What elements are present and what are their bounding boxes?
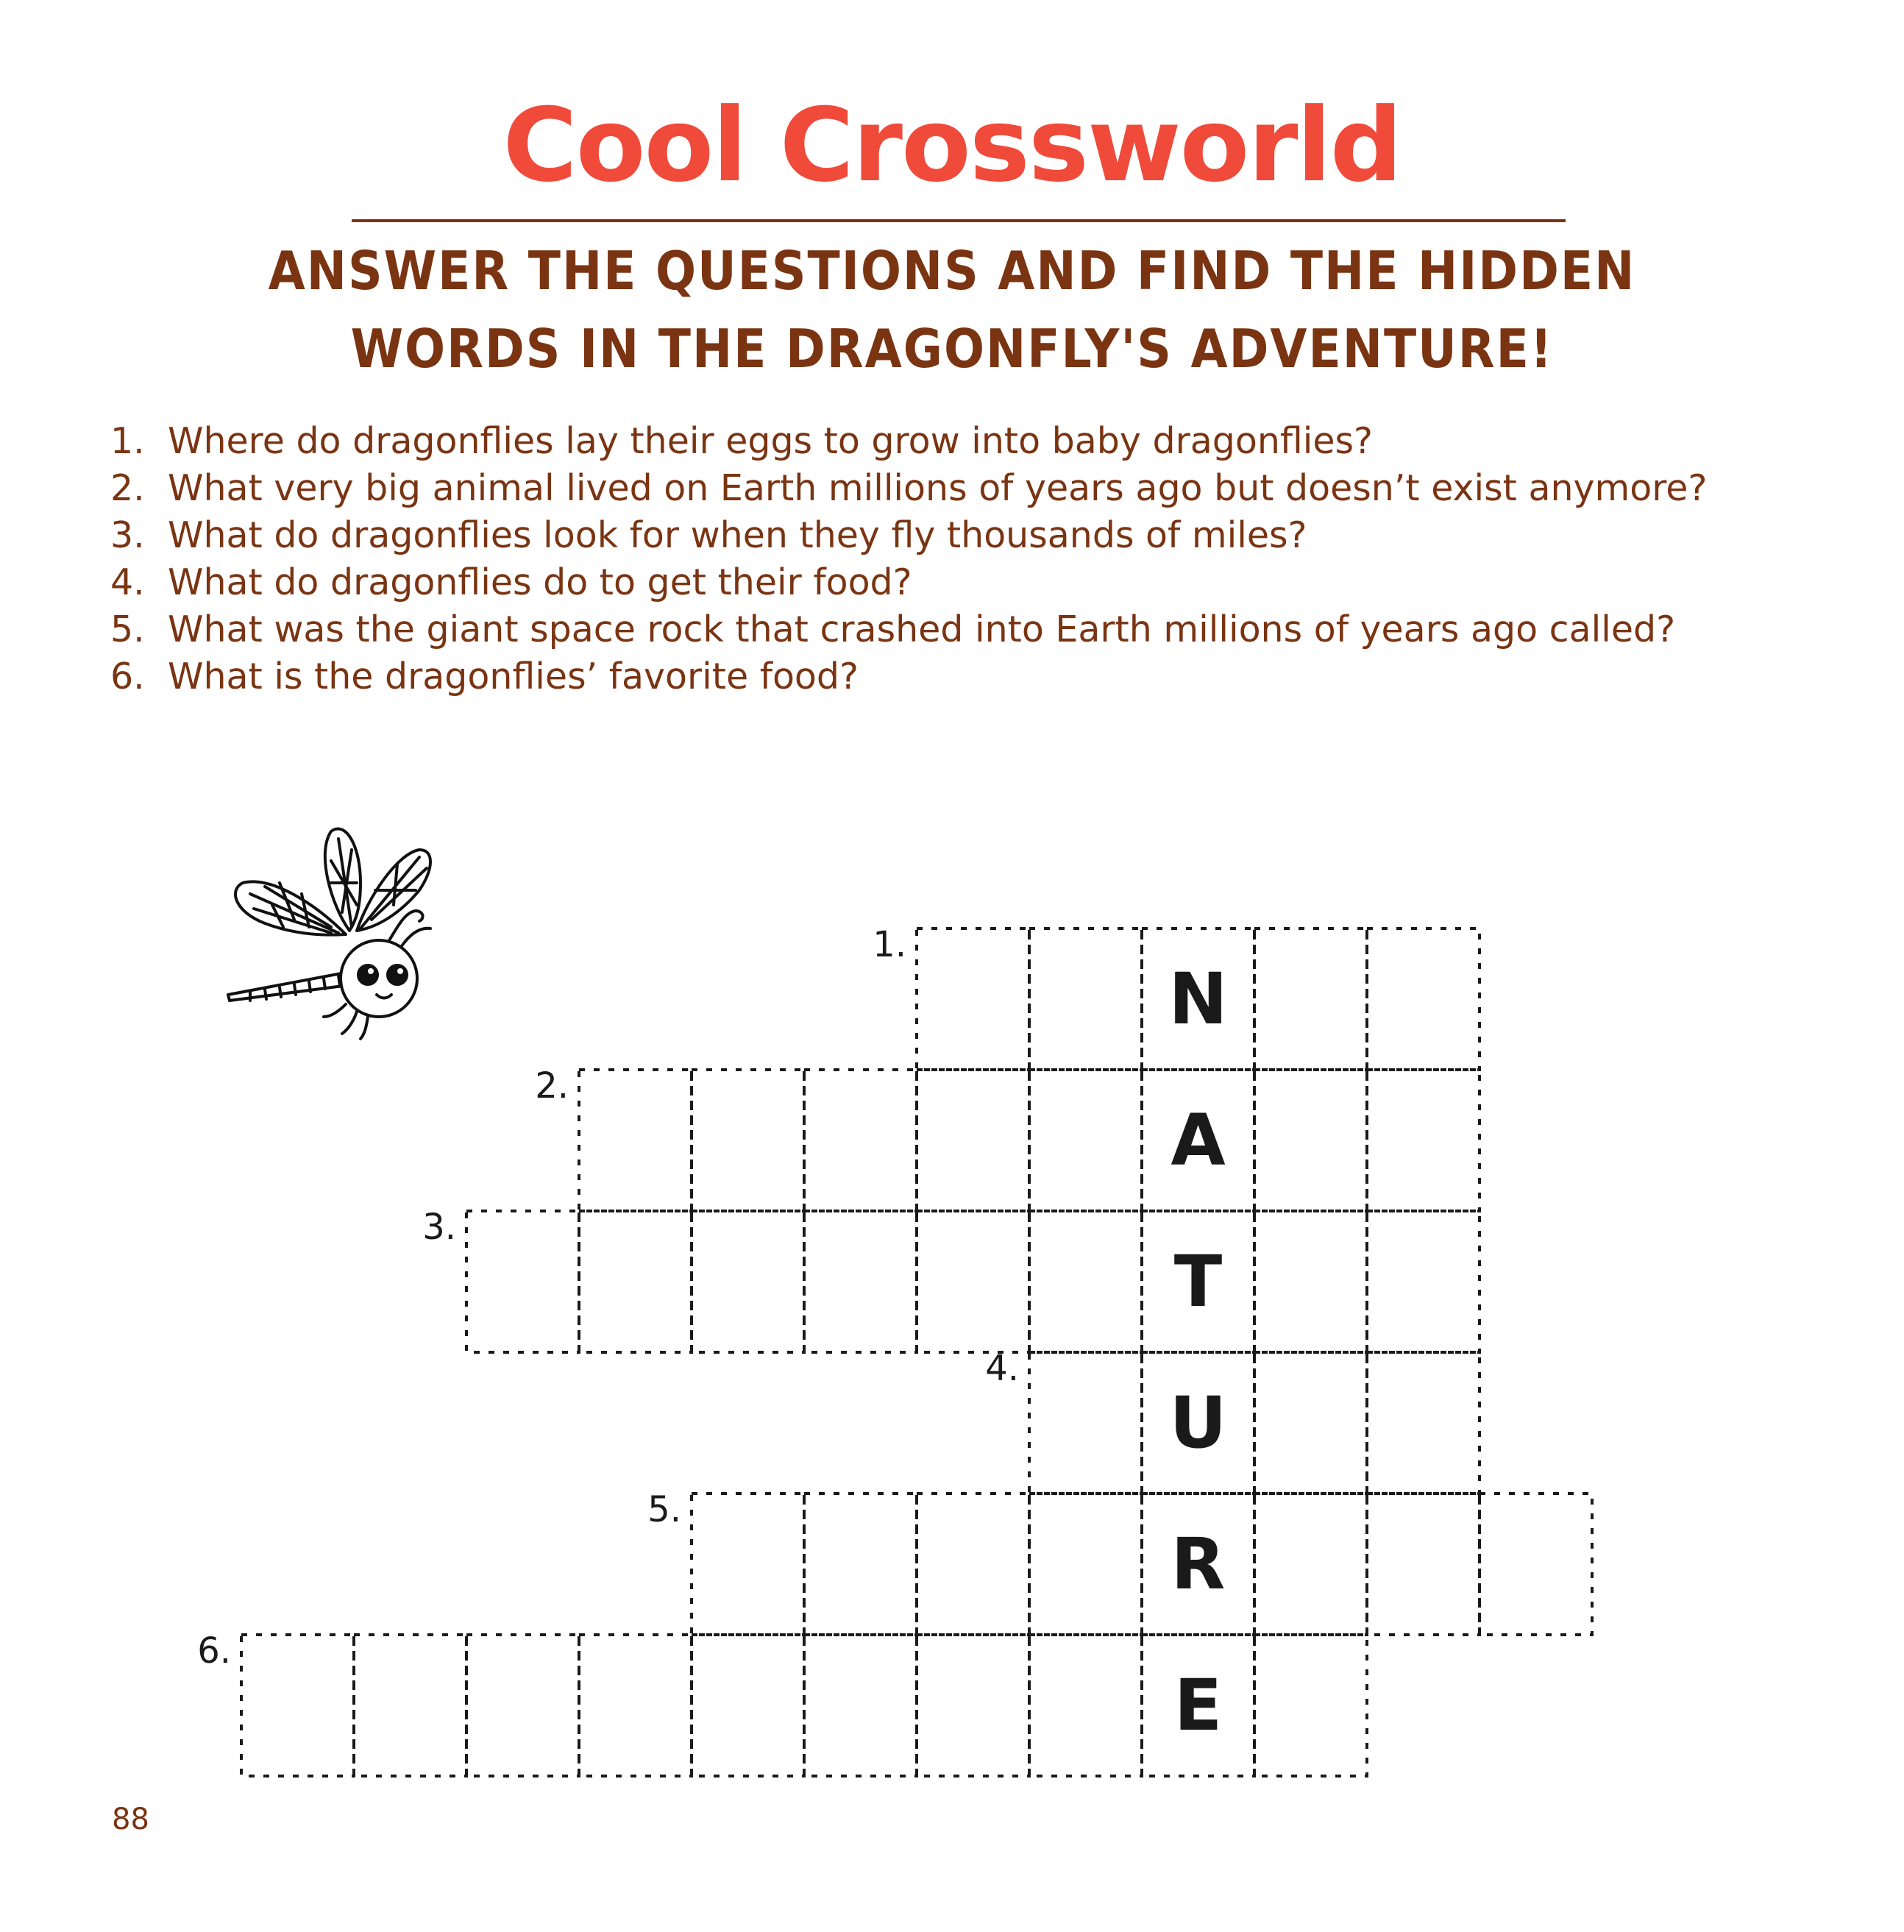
crossword-cell[interactable]: [1029, 1635, 1142, 1776]
crossword-cell[interactable]: [1029, 1211, 1142, 1352]
question-number: 5.: [110, 608, 145, 650]
crossword-cell[interactable]: [466, 1635, 579, 1776]
question-number: 1.: [110, 420, 145, 462]
crossword-cell[interactable]: [692, 1070, 804, 1211]
crossword-cell[interactable]: [692, 1494, 804, 1635]
crossword-cell[interactable]: [1029, 928, 1142, 1070]
row-number: 1.: [873, 924, 906, 965]
row-number: 5.: [647, 1489, 681, 1530]
question-number: 6.: [110, 656, 145, 697]
row-number: 3.: [422, 1207, 456, 1248]
crossword-cell[interactable]: [1029, 1352, 1142, 1494]
crossword-cell[interactable]: [1254, 1635, 1367, 1776]
crossword-cell[interactable]: [1367, 1211, 1479, 1352]
crossword-cell[interactable]: [579, 1070, 692, 1211]
page-title: Cool Crossworld: [502, 86, 1402, 205]
crossword-cell[interactable]: [1367, 1352, 1479, 1494]
crossword-cell[interactable]: [804, 1211, 917, 1352]
crossword-cell[interactable]: [917, 1635, 1029, 1776]
hidden-word-letter: T: [1173, 1240, 1223, 1323]
crossword-cell[interactable]: [692, 1211, 804, 1352]
row-number: 4.: [985, 1348, 1019, 1389]
crossword-cell[interactable]: [1029, 1070, 1142, 1211]
question-text: What is the dragonflies’ favorite food?: [168, 656, 859, 697]
crossword-cell[interactable]: [1254, 1211, 1367, 1352]
subtitle-line-2: WORDS IN THE DRAGONFLY'S ADVENTURE!: [350, 318, 1554, 380]
question-text: What was the giant space rock that crashed into Earth millions of years ago called?: [168, 608, 1676, 650]
hidden-word-letter: E: [1173, 1664, 1223, 1747]
crossword-cell[interactable]: [1367, 1494, 1479, 1635]
row-number: 2.: [535, 1065, 569, 1107]
crossword-cell[interactable]: [917, 1211, 1029, 1352]
crossword-cell[interactable]: [1254, 1494, 1367, 1635]
crossword-cell[interactable]: [1254, 1352, 1367, 1494]
crossword-cell[interactable]: [579, 1211, 692, 1352]
question-number: 2.: [110, 467, 145, 509]
question-number: 4.: [110, 561, 145, 603]
crossword-cell[interactable]: [917, 928, 1029, 1070]
question-text: What do dragonflies look for when they fly thousands of miles?: [168, 514, 1307, 556]
crossword-cell[interactable]: [1479, 1494, 1592, 1635]
crossword-cell[interactable]: [1029, 1494, 1142, 1635]
crossword-cell[interactable]: [804, 1070, 917, 1211]
crossword-cell[interactable]: [917, 1070, 1029, 1211]
question-text: What very big animal lived on Earth millions of years ago but doesn’t exist anymore?: [168, 467, 1708, 509]
question-text: Where do dragonflies lay their eggs to grow into baby dragonflies?: [168, 420, 1374, 462]
question-number: 3.: [110, 514, 145, 556]
crossword-cell[interactable]: [917, 1494, 1029, 1635]
crossword-cell[interactable]: [1254, 1070, 1367, 1211]
question-text: What do dragonflies do to get their food?: [168, 561, 912, 603]
hidden-word-letter: N: [1168, 958, 1228, 1040]
subtitle-line-1: ANSWER THE QUESTIONS AND FIND THE HIDDEN: [268, 240, 1636, 302]
crossword-cell[interactable]: [579, 1635, 692, 1776]
crossword-cell[interactable]: [241, 1635, 354, 1776]
hidden-word-letter: A: [1171, 1099, 1226, 1182]
row-number: 6.: [197, 1630, 231, 1672]
crossword-cell[interactable]: [804, 1494, 917, 1635]
crossword-cell[interactable]: [354, 1635, 466, 1776]
crossword-cell[interactable]: [1254, 928, 1367, 1070]
crossword-cell[interactable]: [804, 1635, 917, 1776]
page-number: 88: [112, 1803, 149, 1836]
crossword-cell[interactable]: [1367, 928, 1479, 1070]
hidden-word-letter: R: [1171, 1523, 1226, 1605]
crossword-cell[interactable]: [466, 1211, 579, 1352]
crossword-cell[interactable]: [692, 1635, 804, 1776]
hidden-word-letter: U: [1169, 1382, 1227, 1464]
crossword-cell[interactable]: [1367, 1070, 1479, 1211]
